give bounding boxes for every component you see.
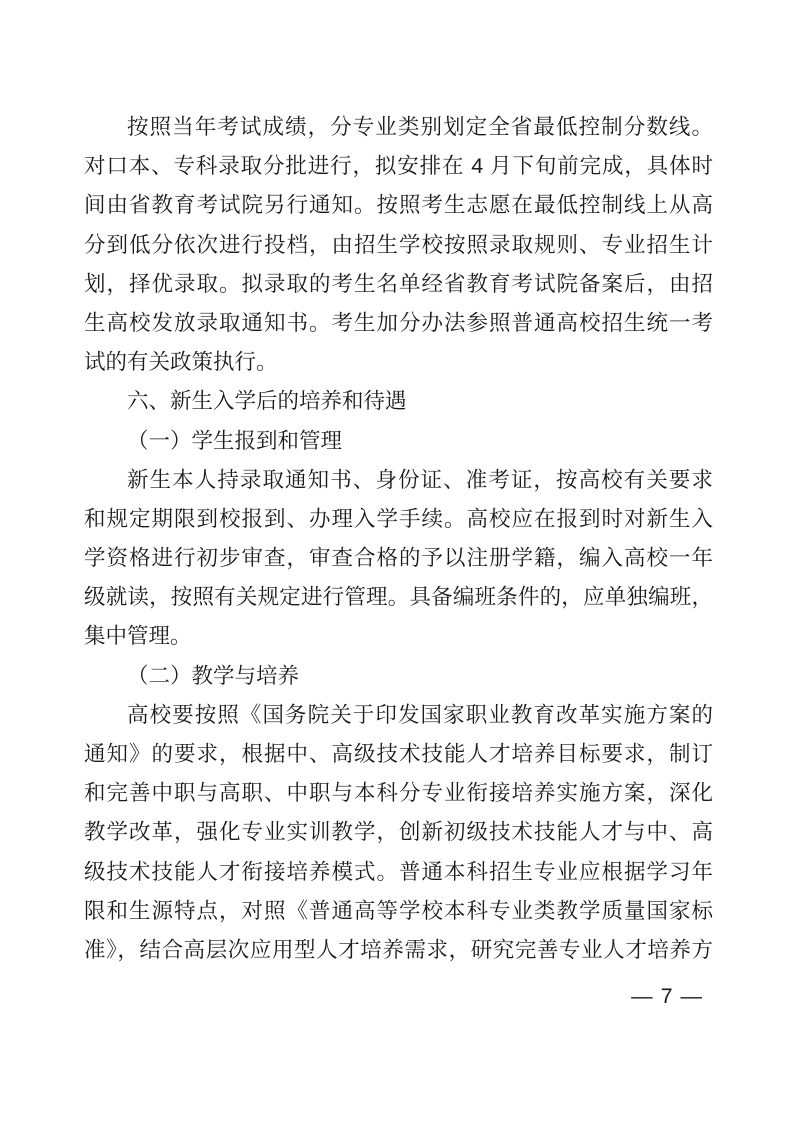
paragraph-line: 集中管理。 <box>84 624 192 649</box>
page-number: — 7 — <box>631 984 703 1008</box>
paragraph-line: 通知》的要求，根据中、高级技术技能人才培养目标要求，制订 <box>84 742 713 766</box>
paragraph-line: 学资格进行初步审查，审查合格的予以注册学籍，编入高校一年 <box>84 546 713 571</box>
paragraph-line: 限和生源特点，对照《普通高等学校本科专业类教学质量国家标 <box>84 898 713 923</box>
paragraph-line: 对口本、专科录取分批进行，拟安排在 4 月下旬前完成，具体时 <box>84 154 713 179</box>
paragraph-line: 级就读，按照有关规定进行管理。具备编班条件的，应单独编班， <box>84 585 713 610</box>
paragraph-line: 高校要按照《国务院关于印发国家职业教育改革实施方案的 <box>127 702 713 727</box>
document-body <box>84 108 713 970</box>
paragraph-line: 间由省教育考试院另行通知。按照考生志愿在最低控制线上从高 <box>84 193 713 218</box>
paragraph-line: 教学改革，强化专业实训教学，创新初级技术技能人才与中、高 <box>84 820 713 845</box>
paragraph-line: 分到低分依次进行投档，由招生学校按照录取规则、专业招生计 <box>84 232 713 257</box>
paragraph-line: 级技术技能人才衔接培养模式。普通本科招生专业应根据学习年 <box>84 859 713 884</box>
subsection-heading: （二）教学与培养 <box>127 663 300 688</box>
paragraph-line: 生高校发放录取通知书。考生加分办法参照普通高校招生统一考 <box>84 310 713 335</box>
paragraph-line: 和完善中职与高职、中职与本科分专业衔接培养实施方案，深化 <box>84 781 713 806</box>
paragraph-line: 试的有关政策执行。 <box>84 350 278 375</box>
paragraph-line: 和规定期限到校报到、办理入学手续。高校应在报到时对新生入 <box>84 506 713 531</box>
subsection-heading: （一）学生报到和管理 <box>127 428 343 453</box>
section-heading: 六、新生入学后的培养和待遇 <box>127 389 407 414</box>
paragraph-line: 准》，结合高层次应用型人才培养需求，研究完善专业人才培养方 <box>84 937 713 962</box>
paragraph-line: 按照当年考试成绩，分专业类别划定全省最低控制分数线。 <box>127 115 713 139</box>
paragraph-line: 划，择优录取。拟录取的考生名单经省教育考试院备案后，由招 <box>84 271 713 296</box>
paragraph-line: 新生本人持录取通知书、身份证、准考证，按高校有关要求 <box>127 467 713 492</box>
